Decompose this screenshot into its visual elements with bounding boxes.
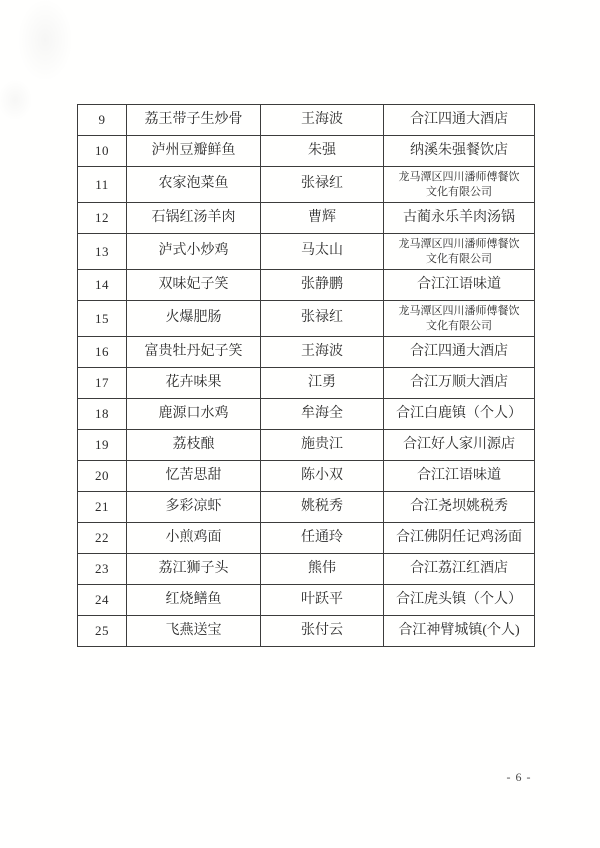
table-row (78, 523, 535, 554)
cell-index: 24 (78, 585, 127, 616)
cell-venue: 合江尧坝姚税秀 (384, 492, 535, 523)
table-row (78, 399, 535, 430)
table-row (78, 301, 535, 337)
cell-index: 10 (78, 136, 127, 167)
cell-person: 牟海全 (261, 399, 384, 430)
cell-person: 姚税秀 (261, 492, 384, 523)
cell-person: 陈小双 (261, 461, 384, 492)
cell-person: 马太山 (261, 234, 384, 270)
table-row (78, 234, 535, 270)
cell-venue: 合江虎头镇（个人） (384, 585, 535, 616)
table-row (78, 270, 535, 301)
cell-dish: 荔王带子生炒骨 (127, 105, 261, 136)
table-row (78, 337, 535, 368)
cell-index: 13 (78, 234, 127, 270)
cell-index: 25 (78, 616, 127, 647)
cell-index: 17 (78, 368, 127, 399)
page-number: - 6 - (506, 770, 532, 784)
cell-person: 曹辉 (261, 203, 384, 234)
scan-artifact (0, 0, 90, 120)
cell-dish: 花卉味果 (127, 368, 261, 399)
cell-venue: 合江神臂城镇(个人) (384, 616, 535, 647)
table-row (78, 461, 535, 492)
table-body (78, 105, 535, 647)
cell-dish: 飞燕送宝 (127, 616, 261, 647)
cell-venue: 纳溪朱强餐饮店 (384, 136, 535, 167)
cell-index: 18 (78, 399, 127, 430)
cell-person: 熊伟 (261, 554, 384, 585)
cell-dish: 荔枝酿 (127, 430, 261, 461)
cell-dish: 双味妃子笑 (127, 270, 261, 301)
table-row (78, 430, 535, 461)
cell-person: 江勇 (261, 368, 384, 399)
cell-dish: 忆苦思甜 (127, 461, 261, 492)
table-row (78, 105, 535, 136)
cell-venue: 龙马潭区四川潘师傅餐饮文化有限公司 (384, 234, 535, 270)
cell-index: 20 (78, 461, 127, 492)
cell-venue: 合江四通大酒店 (384, 105, 535, 136)
cell-person: 张禄红 (261, 167, 384, 203)
cell-venue: 合江白鹿镇（个人） (384, 399, 535, 430)
table-row (78, 492, 535, 523)
cell-dish: 多彩凉虾 (127, 492, 261, 523)
cell-dish: 鹿源口水鸡 (127, 399, 261, 430)
cell-dish: 小煎鸡面 (127, 523, 261, 554)
cell-venue: 合江江语味道 (384, 461, 535, 492)
cell-person: 王海波 (261, 105, 384, 136)
table-row (78, 136, 535, 167)
cell-person: 叶跃平 (261, 585, 384, 616)
cell-index: 19 (78, 430, 127, 461)
cell-dish: 富贵牡丹妃子笑 (127, 337, 261, 368)
cell-venue: 合江万顺大酒店 (384, 368, 535, 399)
cell-index: 21 (78, 492, 127, 523)
cell-person: 张付云 (261, 616, 384, 647)
table-row (78, 585, 535, 616)
cell-dish: 荔江狮子头 (127, 554, 261, 585)
cell-venue: 古蔺永乐羊肉汤锅 (384, 203, 535, 234)
table-row (78, 203, 535, 234)
cell-index: 14 (78, 270, 127, 301)
cell-dish: 火爆肥肠 (127, 301, 261, 337)
cell-dish: 石锅红汤羊肉 (127, 203, 261, 234)
cell-dish: 泸州豆瓣鲜鱼 (127, 136, 261, 167)
cell-person: 王海波 (261, 337, 384, 368)
cell-index: 9 (78, 105, 127, 136)
cell-person: 施贵江 (261, 430, 384, 461)
cell-dish: 红烧鳝鱼 (127, 585, 261, 616)
dishes-table (77, 104, 535, 647)
table-row (78, 554, 535, 585)
cell-person: 朱强 (261, 136, 384, 167)
cell-index: 11 (78, 167, 127, 203)
cell-venue: 合江好人家川源店 (384, 430, 535, 461)
table-row (78, 368, 535, 399)
cell-venue: 龙马潭区四川潘师傅餐饮文化有限公司 (384, 167, 535, 203)
cell-index: 16 (78, 337, 127, 368)
cell-venue: 合江四通大酒店 (384, 337, 535, 368)
table-row (78, 616, 535, 647)
cell-venue: 合江佛阴任记鸡汤面 (384, 523, 535, 554)
cell-dish: 泸式小炒鸡 (127, 234, 261, 270)
cell-person: 张禄红 (261, 301, 384, 337)
cell-index: 15 (78, 301, 127, 337)
cell-index: 23 (78, 554, 127, 585)
cell-venue: 合江江语味道 (384, 270, 535, 301)
cell-index: 12 (78, 203, 127, 234)
table-row (78, 167, 535, 203)
cell-venue: 龙马潭区四川潘师傅餐饮文化有限公司 (384, 301, 535, 337)
cell-person: 张静鹏 (261, 270, 384, 301)
cell-person: 任通玲 (261, 523, 384, 554)
cell-index: 22 (78, 523, 127, 554)
cell-venue: 合江荔江红酒店 (384, 554, 535, 585)
cell-dish: 农家泡菜鱼 (127, 167, 261, 203)
